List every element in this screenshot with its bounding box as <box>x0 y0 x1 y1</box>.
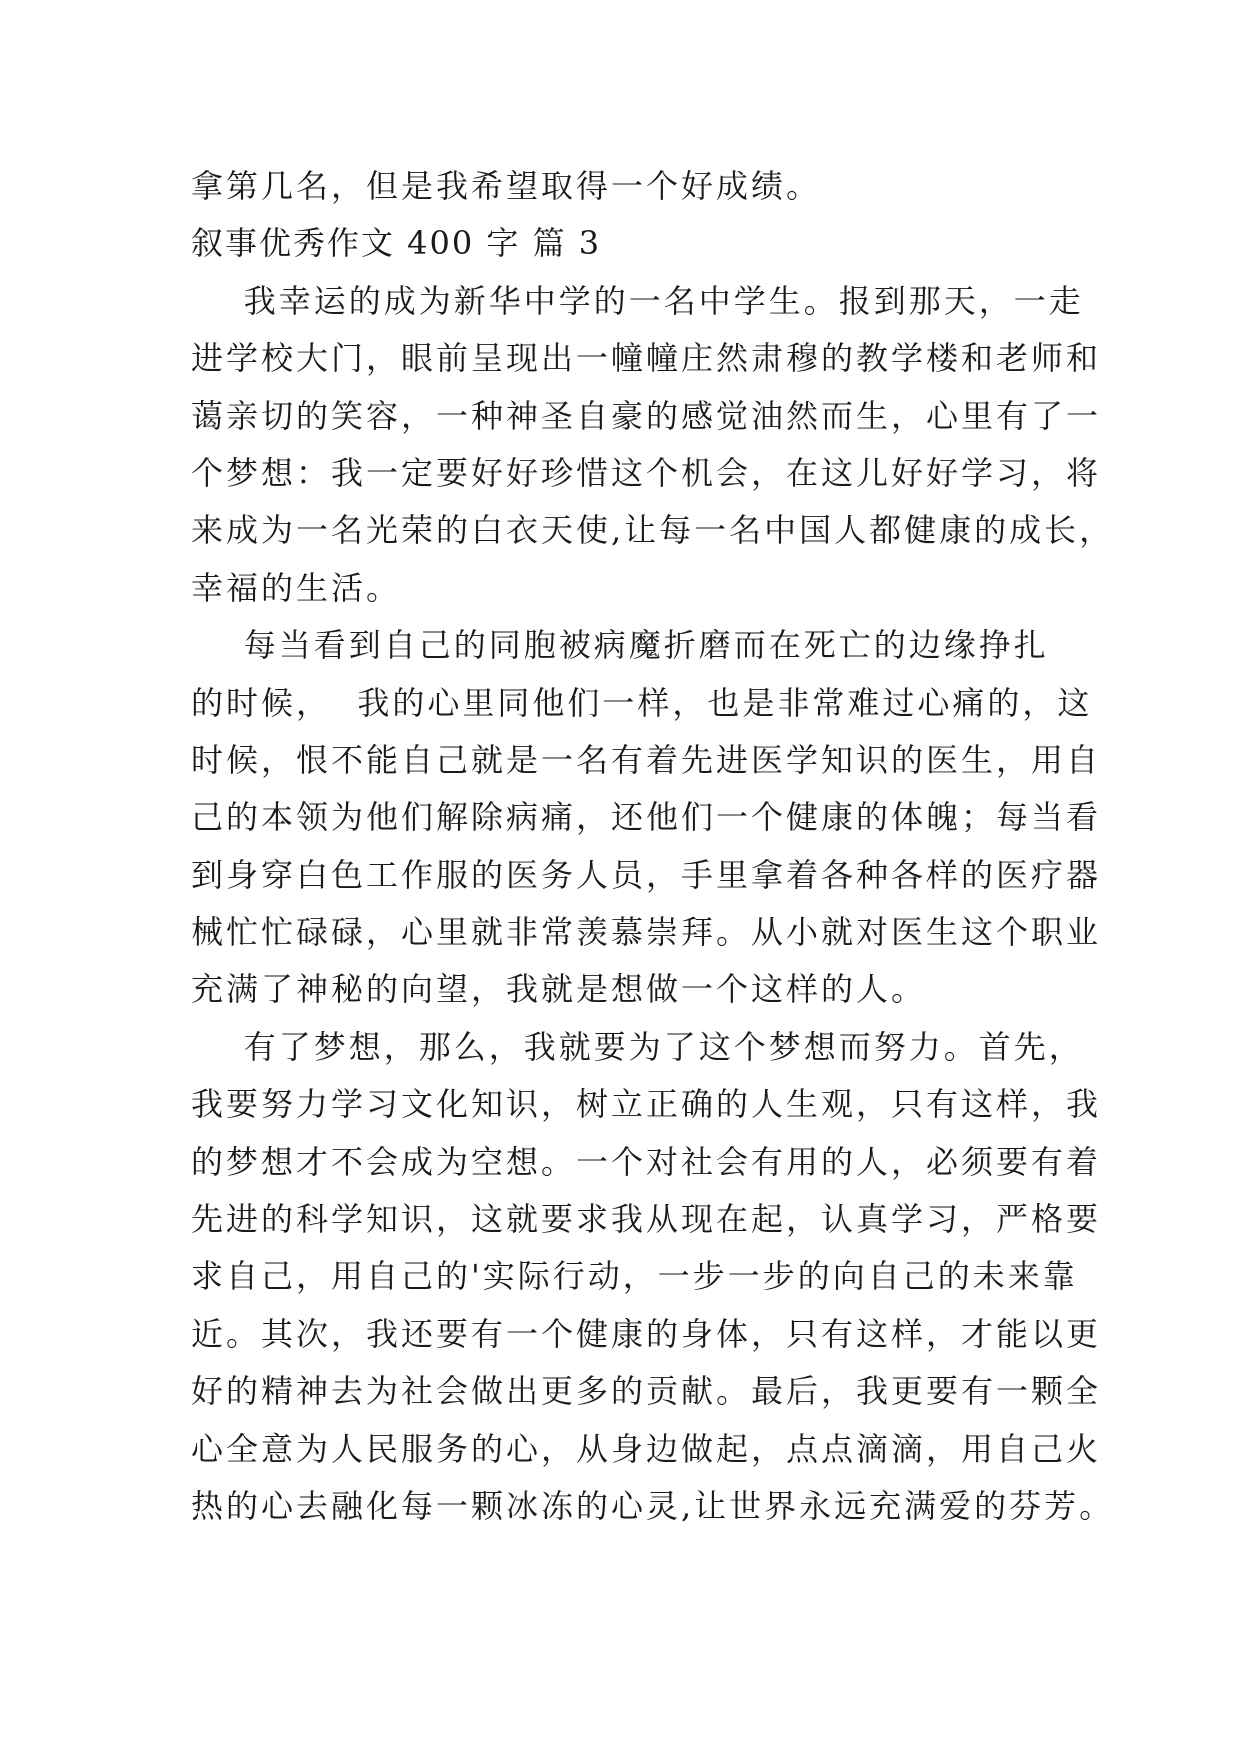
text-line: 拿第几名，但是我希望取得一个好成绩。 <box>191 167 822 205</box>
text-line: 己的本领为他们解除病痛，还他们一个健康的体魄；每当看 <box>191 798 1102 837</box>
text-line: 好的精神去为社会做出更多的贡献。最后，我更要有一颗全 <box>191 1372 1102 1411</box>
text-line: 来成为一名光荣的白衣天使,让每一名中国人都健康的成长， <box>191 511 1115 550</box>
section-title: 叙事优秀作文 400 字 篇 3 <box>191 224 602 263</box>
text-line: 先进的科学知识，这就要求我从现在起，认真学习，严格要 <box>191 1200 1102 1239</box>
text-line: 蔼亲切的笑容，一种神圣自豪的感觉油然而生，心里有了一 <box>191 396 1102 435</box>
text-line: 求自己，用自己的'实际行动，一步一步的向自己的未来靠 <box>191 1257 1078 1296</box>
text-line: 我幸运的成为新华中学的一名中学生。报到那天，一走 <box>191 281 1084 320</box>
text-line: 幸福的生活。 <box>191 568 402 607</box>
text-line: 充满了神秘的向望，我就是想做一个这样的人。 <box>191 970 927 1009</box>
text-line: 每当看到自己的同胞被病魔折磨而在死亡的边缘挣扎 <box>191 626 1049 665</box>
text-line: 心全意为人民服务的心，从身边做起，点点滴滴，用自己火 <box>191 1429 1102 1468</box>
text-line: 械忙忙碌碌，心里就非常羡慕崇拜。从小就对医生这个职业 <box>191 913 1102 952</box>
essay-body <box>191 158 1115 1535</box>
text-line: 的梦想才不会成为空想。一个对社会有用的人，必须要有着 <box>191 1142 1102 1181</box>
text-line: 的时候， 我的心里同他们一样，也是非常难过心痛的，这 <box>191 683 1093 722</box>
text-line: 个梦想：我一定要好好珍惜这个机会，在这儿好好学习，将 <box>191 453 1102 492</box>
text-line: 时候，恨不能自己就是一名有着先进医学知识的医生，用自 <box>191 740 1102 779</box>
text-line: 到身穿白色工作服的医务人员，手里拿着各种各样的医疗器 <box>191 855 1102 894</box>
text-line: 有了梦想，那么，我就要为了这个梦想而努力。首先， <box>191 1027 1084 1066</box>
text-line: 我要努力学习文化知识，树立正确的人生观，只有这样，我 <box>191 1085 1102 1124</box>
text-line: 进学校大门，眼前呈现出一幢幢庄然肃穆的教学楼和老师和 <box>191 339 1102 378</box>
text-line: 近。其次，我还要有一个健康的身体，只有这样，才能以更 <box>191 1314 1102 1353</box>
text-line: 热的心去融化每一颗冰冻的心灵,让世界永远充满爱的芬芳。 <box>191 1486 1115 1525</box>
